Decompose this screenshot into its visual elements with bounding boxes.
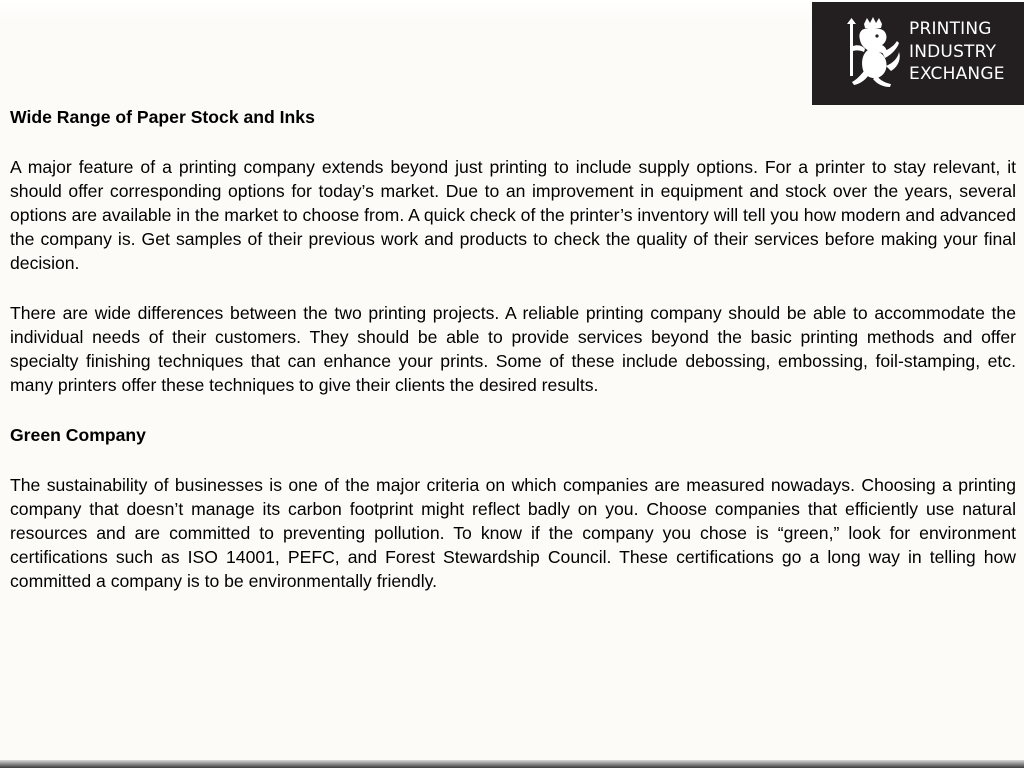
logo-line-printing: PRINTING — [909, 19, 992, 39]
bottom-divider — [0, 760, 1024, 768]
printing-industry-exchange-logo[interactable] — [812, 2, 1024, 105]
paragraph-sustainability: The sustainability of businesses is one of the major criteria on which companies are measured nowadays. Choosing a printing company that doesn’t manage its carbon footprint might reflect badly on you. Choose companies that efficiently use natural resources and are committed to preventing pollution. To know if the company you chose is “green,” look for environment certifications such as ISO 14001, PEFC, and Forest Stewardship Council. These certifications go a long way in telling how committed a company is to be environmentally friendly. — [10, 475, 1016, 591]
section-heading-green-company: Green Company — [10, 425, 146, 445]
paragraph-supply-options: A major feature of a printing company extends beyond just printing to include supply options. For a printer to stay relevant, it should offer corresponding options for today’s market. Due to an improvement in equipment and stock over the years, several options are available in the market to choose from. A quick check of the printer’s inventory will tell you how modern and advanced the company is. Get samples of their previous work and products to check the quality of their services before making your final decision. — [10, 157, 1016, 273]
article-body — [10, 105, 1016, 593]
logo-line-industry: INDUSTRY — [909, 41, 997, 62]
lion-rampant-icon — [844, 16, 902, 88]
logo-wordmark — [909, 18, 1005, 86]
paragraph-finishing-techniques: There are wide differences between the two printing projects. A reliable printing company should be able to accommodate the individual needs of their customers. They should be able to provide services beyond the basic printing methods and offer specialty finishing techniques that can enhance your prints. Some of these include debossing, embossing, foil-stamping, etc. many printers offer these techniques to give their clients the desired results. — [10, 303, 1016, 395]
logo-line-exchange: EXCHANGE — [909, 64, 1005, 84]
section-heading-paper-stock: Wide Range of Paper Stock and Inks — [10, 107, 315, 127]
